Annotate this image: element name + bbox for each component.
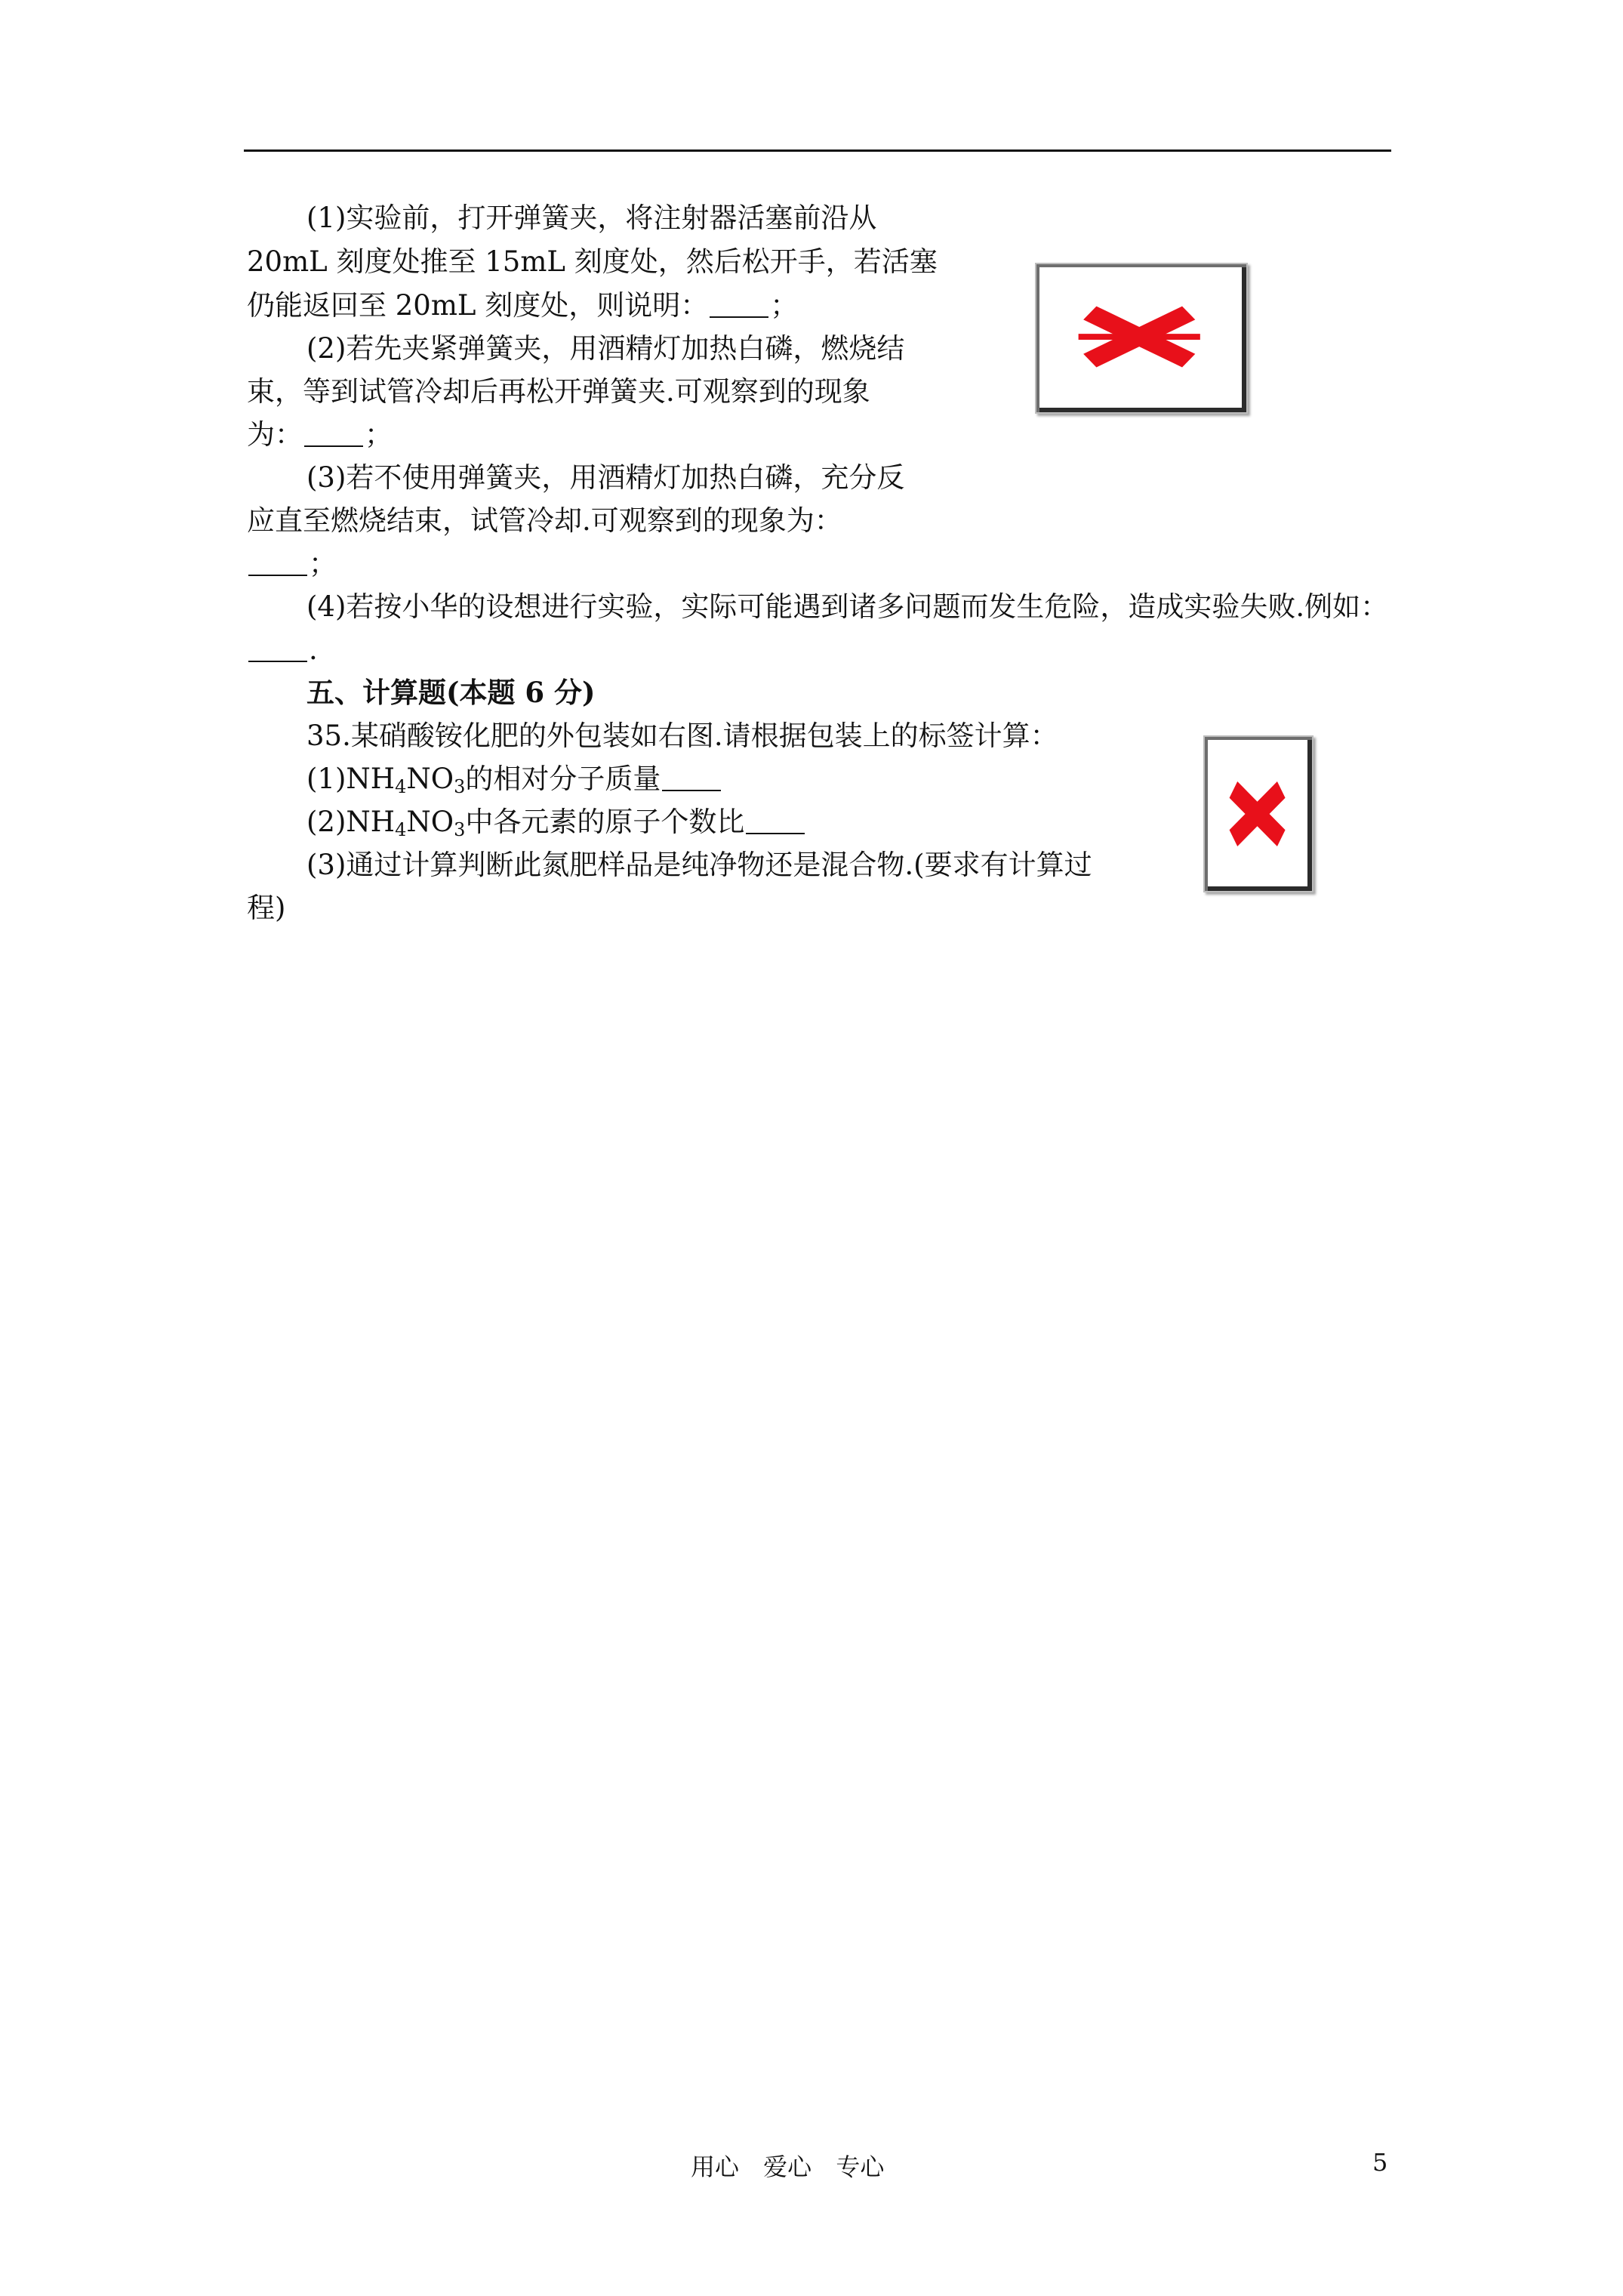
q34-p2-line2: 束，等到试管冷却后再松开弹簧夹.可观察到的现象 — [247, 375, 870, 408]
answer-blank — [662, 790, 721, 791]
q34-p2-line1: (2)若先夹紧弹簧夹，用酒精灯加热白磷，燃烧结 — [306, 332, 905, 365]
section-heading: 五、计算题(本题 6 分) — [306, 676, 596, 709]
q35-sub3-line1: (3)通过计算判断此氮肥样品是纯净物还是混合物.(要求有计算过 — [306, 849, 1092, 881]
answer-blank — [304, 445, 363, 447]
q34-p1-line2: 20mL 刻度处推至 15mL 刻度处，然后松开手，若活塞 — [247, 245, 938, 278]
q35-sub3-line2: 程) — [247, 892, 286, 924]
q35-text: 35.某硝酸铵化肥的外包装如右图.请根据包装上的标签计算： — [306, 720, 1058, 752]
footer-text: 用心 爱心 专心 — [691, 2153, 885, 2181]
broken-image-icon — [1035, 263, 1248, 414]
page-number: 5 — [1372, 2148, 1388, 2177]
q34-p1-line3: 仍能返回至 20mL 刻度处，则说明： ； — [247, 289, 799, 322]
q34-p4-line2: . — [247, 636, 318, 664]
q34-p3-line1: (3)若不使用弹簧夹，用酒精灯加热白磷，充分反 — [306, 461, 905, 494]
q34-p1-line1: (1)实验前，打开弹簧夹，将注射器活塞前沿从 — [306, 202, 877, 234]
broken-image-icon — [1203, 735, 1313, 892]
q35-sub2: $(2)NH_4NO_3$中各元素的原子个数比 — [306, 808, 806, 836]
q34-p4-line1: (4)若按小华的设想进行实验，实际可能遇到诸多问题而发生危险，造成实验失败.例如： — [306, 590, 1389, 623]
q34-p3-line2: 应直至燃烧结束，试管冷却.可观察到的现象为： — [247, 504, 842, 537]
q34-p2-line3: 为： ； — [247, 418, 393, 451]
q35-sub1: $(1)NH_4NO_3$的相对分子质量 — [306, 765, 722, 793]
answer-blank — [248, 661, 307, 662]
header-rule — [244, 149, 1391, 152]
answer-blank — [746, 833, 805, 834]
q34-p3-line3: ； — [247, 550, 337, 578]
answer-blank — [710, 316, 768, 318]
answer-blank — [248, 575, 307, 576]
